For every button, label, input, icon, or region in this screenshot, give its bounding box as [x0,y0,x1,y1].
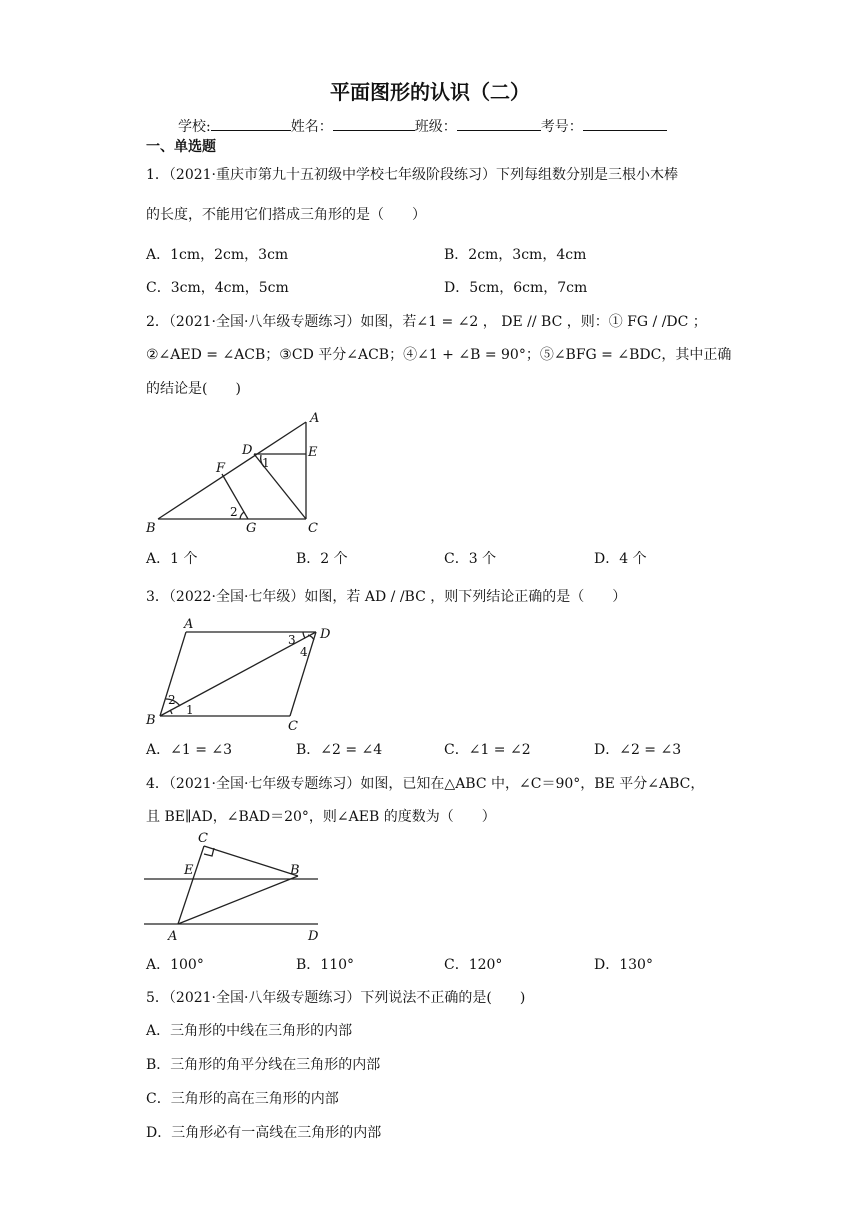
q2-option-b[interactable]: B．2 个 [296,551,348,567]
q3-label-c: C [288,719,298,732]
q4-label-b: B [290,863,300,878]
q2-option-c[interactable]: C．3 个 [444,551,497,567]
q1-line1: 1．（2021·重庆市第九十五初级中学校七年级阶段练习）下列每组数分别是三根小木棒 [146,167,678,183]
q2-option-d[interactable]: D．4 个 [594,551,647,567]
q3-option-d[interactable]: D．∠2 = ∠3 [594,742,682,758]
q3-option-c[interactable]: C．∠1 = ∠2 [444,742,531,758]
name-label: 姓名： [290,119,333,135]
q2-angle-2: 2 [230,505,238,519]
q4-label-c: C [198,831,208,846]
name-blank[interactable] [333,116,415,131]
q3-option-a[interactable]: A．∠1 = ∠3 [146,742,233,758]
q1-option-d[interactable]: D．5cm，6cm，7cm [444,280,588,296]
q2-line3: 的结论是( ) [146,381,241,397]
q5-option-d[interactable]: D．三角形必有一高线在三角形的内部 [146,1125,382,1141]
q4-label-d: D [308,929,319,944]
q2-line1: 2．（2021·全国·八年级专题练习）如图，若∠1 = ∠2 ， DE // BC ，则：① FG / /DC ； [146,314,707,330]
q2-angle-1: 1 [262,456,270,470]
exam-no-blank[interactable] [583,116,667,131]
q3-figure [140,614,350,732]
q4-option-b[interactable]: B．110° [296,957,355,973]
class-label: 班级： [414,119,457,135]
q2-option-a[interactable]: A．1 个 [146,551,198,567]
student-info-line [178,116,667,136]
exam-no-label: 考号： [540,119,583,135]
q2-label-b: B [146,521,156,536]
page-title: 平面图形的认识（二） [330,80,530,104]
q3-label-d: D [320,627,331,642]
q4-option-a[interactable]: A．100° [146,957,204,973]
q1-option-b[interactable]: B．2cm，3cm，4cm [444,247,587,263]
q3-angle-3: 3 [288,633,296,647]
q2-label-d: D [242,443,253,458]
school-label: 学校: [178,119,211,135]
q4-figure [140,828,340,944]
q3-angle-1: 1 [186,703,194,717]
q3-angle-2: 2 [168,693,176,707]
q4-option-d[interactable]: D．130° [594,957,653,973]
q3-option-b[interactable]: B．∠2 = ∠4 [296,742,383,758]
section-heading: 一、单选题 [146,139,216,155]
q1-option-c[interactable]: C．3cm，4cm，5cm [146,280,289,296]
q5-option-b[interactable]: B．三角形的角平分线在三角形的内部 [146,1057,381,1073]
q4-option-c[interactable]: C．120° [444,957,503,973]
q3-label-a: A [184,617,194,632]
q3-line1: 3．（2022·全国·七年级）如图，若 AD / /BC ，则下列结论正确的是（ ） [146,589,627,605]
q2-label-g: G [246,521,257,536]
q2-label-a: A [310,411,320,426]
q3-label-b: B [146,713,156,728]
q5-option-c[interactable]: C．三角形的高在三角形的内部 [146,1091,339,1107]
q5-line1: 5．（2021·全国·八年级专题练习）下列说法不正确的是( ) [146,990,526,1006]
q1-option-a[interactable]: A．1cm，2cm，3cm [146,247,289,263]
q4-line1: 4．（2021·全国·七年级专题练习）如图，已知在△ABC 中，∠C＝90°，BE 平分∠ABC， [146,776,705,792]
q1-line2: 的长度，不能用它们搭成三角形的是（ ） [146,207,426,223]
class-blank[interactable] [457,116,541,131]
q4-label-e: E [184,863,194,878]
q2-label-c: C [308,521,318,536]
q5-option-a[interactable]: A．三角形的中线在三角形的内部 [146,1023,353,1039]
q3-angle-4: 4 [300,645,308,659]
q2-label-e: E [308,445,318,460]
school-blank[interactable] [211,116,291,131]
q2-label-f: F [216,461,226,476]
q4-label-a: A [168,929,178,944]
q2-line2: ②∠AED = ∠ACB；③CD 平分∠ACB；④∠1 + ∠B = 90°；⑤∠BFG = ∠BDC，其中正确 [146,347,732,363]
q4-line2: 且 BE∥AD，∠BAD＝20°，则∠AEB 的度数为（ ） [146,809,496,825]
q2-figure [140,404,340,536]
